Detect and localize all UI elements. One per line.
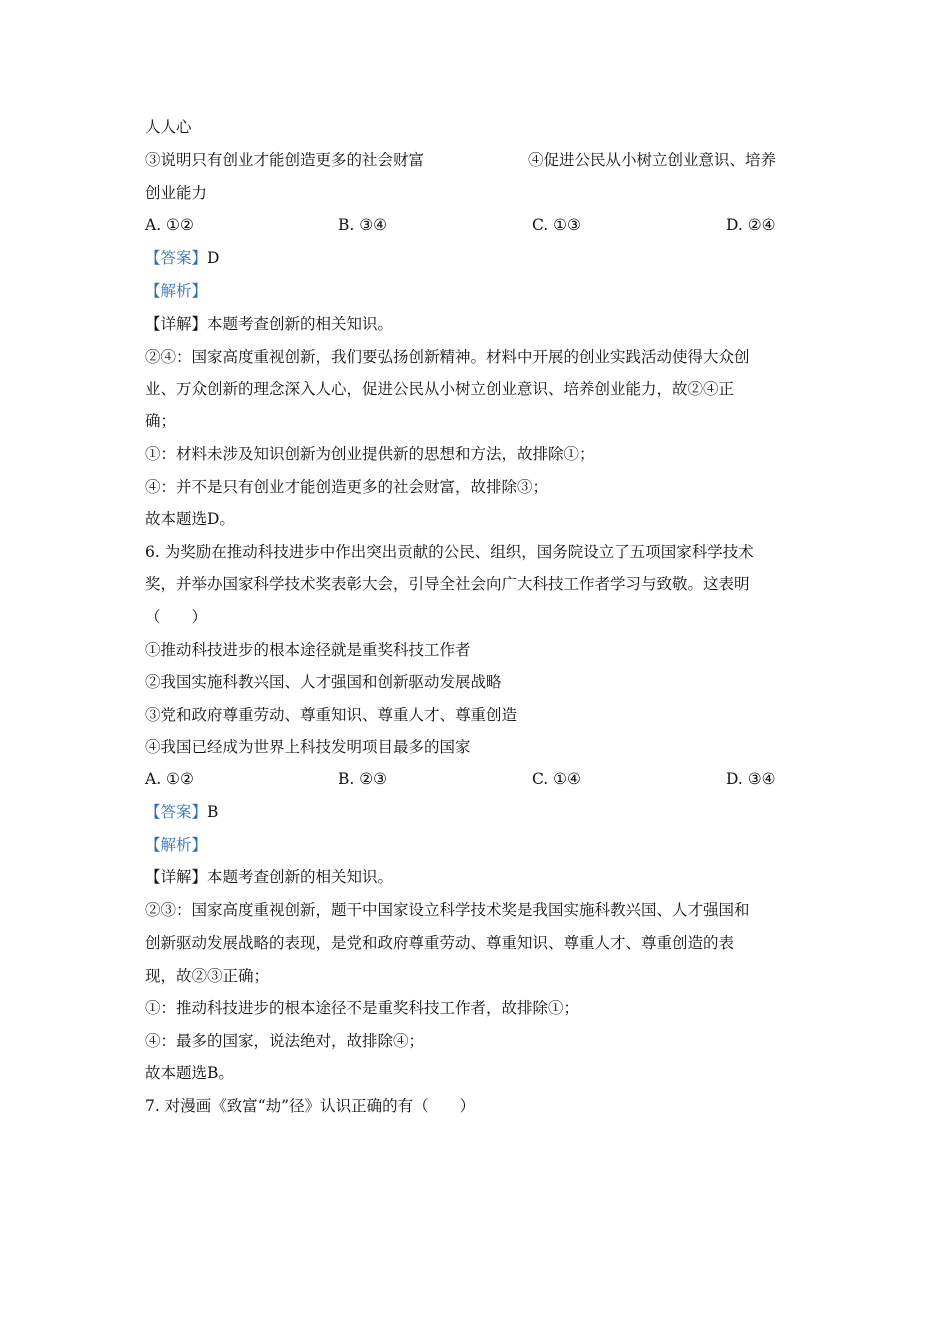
q6-explain-3: 现，故②③正确； bbox=[145, 967, 270, 985]
q6-analysis-tag: 【解析】 bbox=[145, 836, 208, 854]
q5-explain-3: 确； bbox=[145, 412, 177, 430]
q6-option-a: A. ①② bbox=[145, 770, 194, 788]
q6-explain-5: ④：最多的国家，说法绝对，故排除④； bbox=[145, 1032, 425, 1050]
q5-statement-3: ③说明只有创业才能创造更多的社会财富 bbox=[145, 151, 425, 169]
q5-option-c: C. ①③ bbox=[532, 216, 581, 234]
q6-conclusion: 故本题选B。 bbox=[145, 1064, 234, 1082]
q6-explain-4: ①：推动科技进步的根本途径不是重奖科技工作者，故排除①； bbox=[145, 999, 580, 1017]
q6-answer: B bbox=[207, 803, 219, 821]
q6-stem-2: 奖，并举办国家科学技术奖表彰大会，引导全社会向广大科技工作者学习与致敬。这表明 bbox=[145, 575, 750, 593]
answer-tag: 【答案】 bbox=[145, 803, 208, 821]
q6-statement-1: ①推动科技进步的根本途径就是重奖科技工作者 bbox=[145, 641, 471, 659]
q5-detail-line bbox=[145, 314, 393, 334]
q6-statement-2: ②我国实施科教兴国、人才强国和创新驱动发展战略 bbox=[145, 673, 502, 691]
q6-option-d: D. ③④ bbox=[726, 770, 776, 788]
q5-statement-4-cont: 创业能力 bbox=[145, 184, 208, 202]
q6-option-b: B. ②③ bbox=[338, 770, 388, 788]
q5-explain-5: ④：并不是只有创业才能创造更多的社会财富，故排除③； bbox=[145, 478, 549, 496]
q6-statement-3: ③党和政府尊重劳动、尊重知识、尊重人才、尊重创造 bbox=[145, 706, 518, 724]
q6-answer-line bbox=[145, 802, 218, 822]
q6-stem-1: 6. 为奖励在推动科技进步中作出突出贡献的公民、组织，国务院设立了五项国家科学技术 bbox=[145, 543, 754, 561]
answer-tag: 【答案】 bbox=[145, 249, 208, 267]
q7-stem: 7. 对漫画《致富“劫”径》认识正确的有（ ） bbox=[145, 1097, 476, 1115]
q5-option-a: A. ①② bbox=[145, 216, 194, 234]
q5-explain-1: ②④：国家高度重视创新，我们要弘扬创新精神。材料中开展的创业实践活动使得大众创 bbox=[145, 348, 750, 366]
q6-detail-intro: 本题考查创新的相关知识。 bbox=[207, 868, 394, 886]
q5-answer-line bbox=[145, 248, 219, 268]
q6-detail-line bbox=[145, 867, 393, 887]
q5-option-d: D. ②④ bbox=[726, 216, 776, 234]
q5-explain-2: 业、万众创新的理念深入人心，促进公民从小树立创业意识、培养创业能力，故②④正 bbox=[145, 380, 735, 398]
q5-detail-intro: 本题考查创新的相关知识。 bbox=[207, 315, 394, 333]
q5-line1: 人人心 bbox=[145, 118, 192, 136]
q5-explain-4: ①：材料未涉及知识创新为创业提供新的思想和方法，故排除①； bbox=[145, 445, 595, 463]
detail-tag: 【详解】 bbox=[145, 315, 208, 333]
q6-explain-1: ②③：国家高度重视创新，题干中国家设立科学技术奖是我国实施科教兴国、人才强国和 bbox=[145, 901, 750, 919]
q6-option-c: C. ①④ bbox=[532, 770, 581, 788]
q5-analysis-tag: 【解析】 bbox=[145, 282, 208, 300]
q5-conclusion: 故本题选D。 bbox=[145, 510, 235, 528]
q5-answer: D bbox=[207, 249, 220, 267]
q5-statement-4: ④促进公民从小树立创业意识、培养 bbox=[528, 151, 777, 169]
q6-statement-4: ④我国已经成为世界上科技发明项目最多的国家 bbox=[145, 738, 471, 756]
q6-explain-2: 创新驱动发展战略的表现，是党和政府尊重劳动、尊重知识、尊重人才、尊重创造的表 bbox=[145, 934, 735, 952]
q6-stem-3: （ ） bbox=[145, 608, 208, 626]
detail-tag: 【详解】 bbox=[145, 868, 208, 886]
q5-option-b: B. ③④ bbox=[338, 216, 388, 234]
